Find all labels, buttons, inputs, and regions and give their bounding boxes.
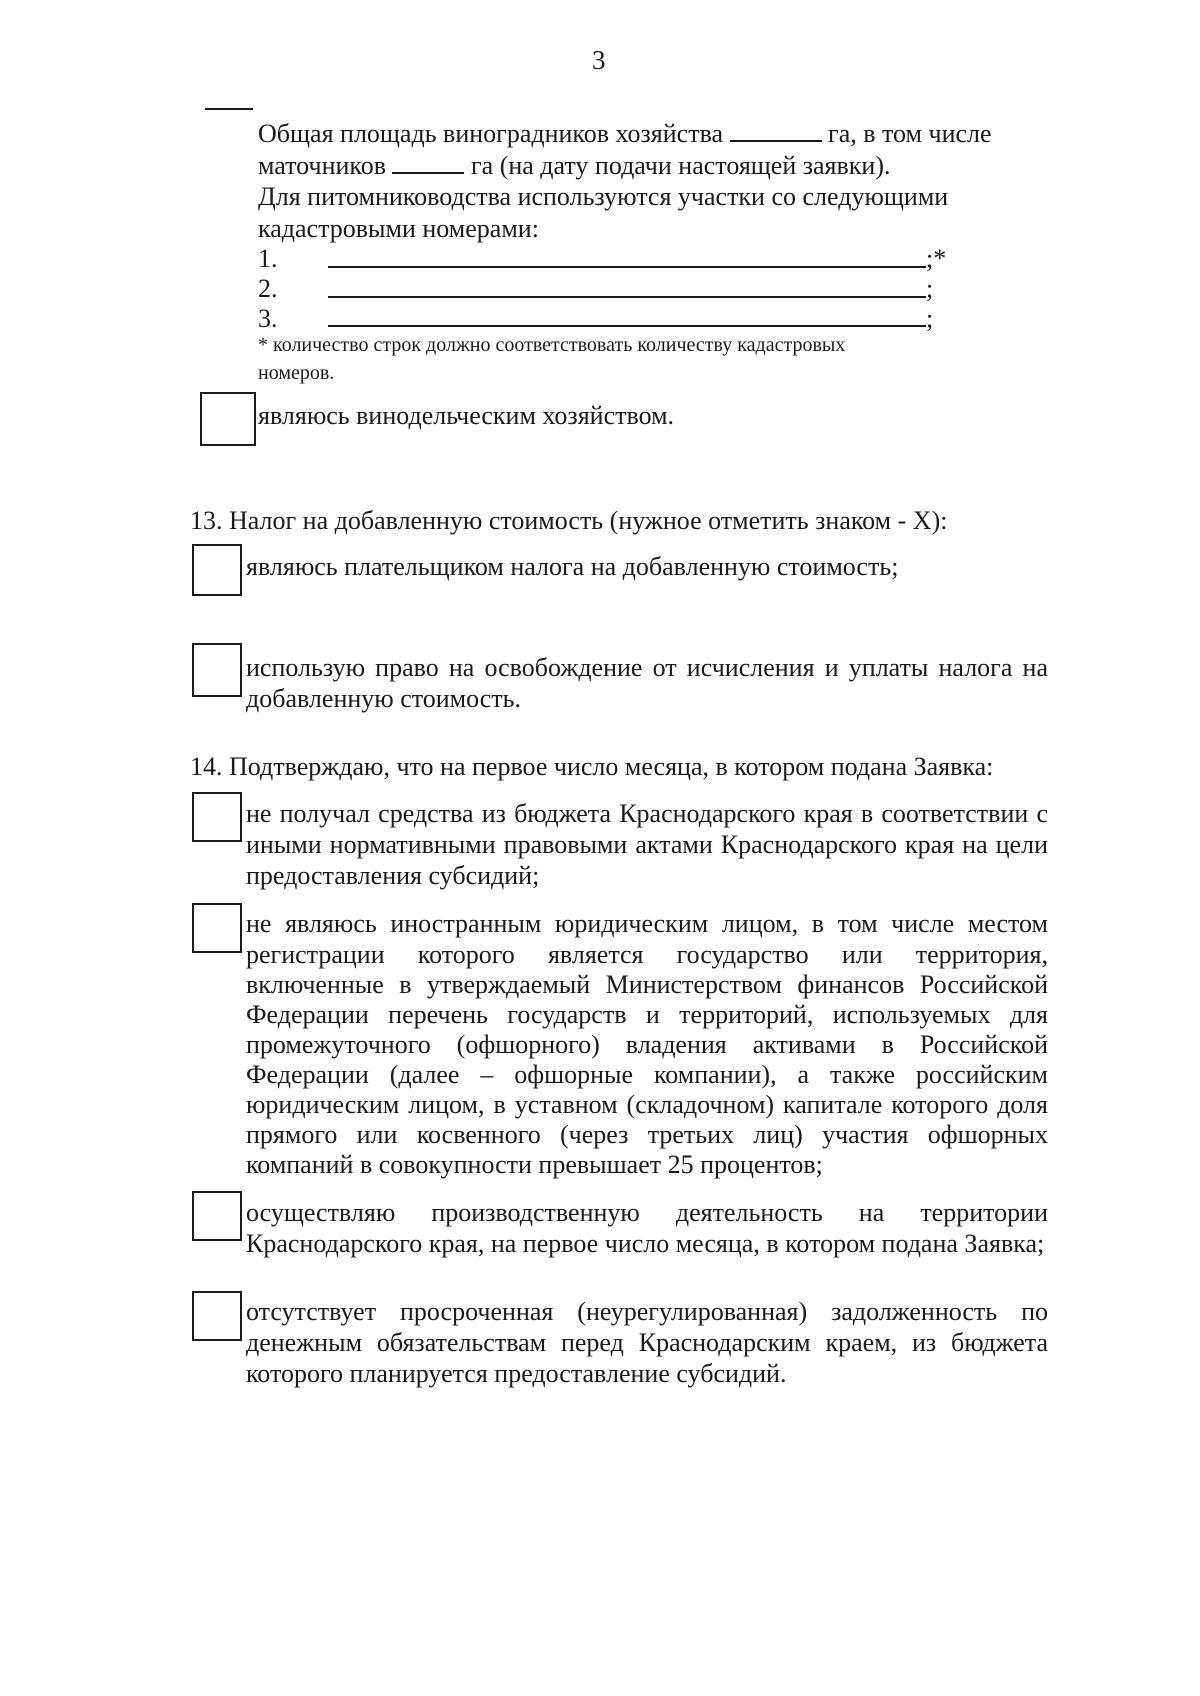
item-line: включенные в утверждаемый Министерством финансов Российской: [246, 970, 1048, 999]
no-budget-funds-checkbox[interactable]: [192, 792, 242, 842]
item-line: предоставления субсидий;: [246, 861, 540, 890]
item-line: иными нормативными правовыми актами Краснодарского края на цели: [246, 830, 1048, 859]
cadastral-row-number: 3.: [258, 304, 278, 333]
operates-in-krasnodar-checkbox[interactable]: [192, 1191, 242, 1241]
vineyard-mother-label: маточников: [258, 151, 386, 180]
header-dash: [205, 108, 253, 110]
item-line: отсутствует просроченная (неурегулированная) задолженность по: [246, 1297, 1048, 1326]
section-13-heading: 13. Налог на добавленную стоимость (нужное отметить знаком - Х):: [190, 506, 948, 535]
vineyard-mother-unit: га (на дату подачи настоящей заявки).: [470, 151, 891, 180]
vat-exempt-line-1: использую право на освобождение от исчисления и уплаты налога на: [246, 653, 1048, 682]
not-foreign-entity-checkbox[interactable]: [192, 903, 242, 953]
vineyard-area-line: [258, 118, 992, 151]
cadastral-row-number: 2.: [258, 274, 278, 303]
item-line: денежным обязательствам перед Краснодарским краем, из бюджета: [246, 1328, 1048, 1357]
winery-checkbox[interactable]: [200, 392, 256, 446]
section-14-heading: 14. Подтверждаю, что на первое число месяца, в котором подана Заявка:: [190, 752, 994, 781]
cadastral-row-number: 1.: [258, 244, 278, 273]
vat-exempt-line-2: добавленную стоимость.: [246, 684, 522, 713]
vineyard-area-label: Общая площадь виноградников хозяйства: [258, 119, 724, 148]
item-line: не получал средства из бюджета Краснодарского края в соответствии с: [246, 799, 1048, 828]
item-line: юридическим лицом, в уставном (складочном) капитале которого доля: [246, 1090, 1048, 1119]
cadastral-row-input[interactable]: [328, 325, 926, 327]
vineyard-plots-line-2: кадастровыми номерами:: [258, 214, 539, 243]
cadastral-row-input[interactable]: [328, 296, 926, 298]
page-number: 3: [592, 45, 606, 75]
vineyard-plots-line-1: Для питомниководства используются участки со следующими: [258, 182, 949, 211]
cadastral-row-input[interactable]: [328, 266, 926, 268]
vineyard-mother-blank[interactable]: [392, 152, 464, 174]
vineyard-mother-line: [258, 150, 891, 183]
item-line: осуществляю производственную деятельность на территории: [246, 1198, 1048, 1227]
item-line: Федерации перечень государств и территорий, используемых для: [246, 1000, 1048, 1029]
footnote-line-1: * количество строк должно соответствовать количеству кадастровых: [258, 334, 846, 356]
footnote-line-2: номеров.: [258, 362, 335, 384]
item-line: промежуточного (офшорного) владения активами в Российской: [246, 1030, 1048, 1059]
vat-payer-checkbox[interactable]: [192, 544, 242, 596]
item-line: Федерации (далее – офшорные компании), а также российским: [246, 1060, 1048, 1089]
no-overdue-debt-checkbox[interactable]: [192, 1291, 242, 1341]
vineyard-area-blank[interactable]: [730, 120, 822, 142]
winery-option-label: являюсь винодельческим хозяйством.: [258, 401, 675, 430]
item-line: регистрации которого является государство или территория,: [246, 940, 1048, 969]
cadastral-row-end: ;: [926, 274, 934, 303]
cadastral-row-end: ;: [926, 304, 934, 333]
vineyard-area-unit: га, в том числе: [828, 119, 992, 148]
vat-exempt-checkbox[interactable]: [192, 643, 242, 697]
item-line: Краснодарского края, на первое число месяца, в котором подана Заявка;: [246, 1229, 1045, 1258]
item-line: которого планируется предоставление субсидий.: [246, 1359, 787, 1388]
vat-payer-label: являюсь плательщиком налога на добавленную стоимость;: [246, 552, 899, 581]
item-line: не являюсь иностранным юридическим лицом, в том числе местом: [246, 909, 1048, 938]
item-line: компаний в совокупности превышает 25 процентов;: [246, 1150, 823, 1179]
item-line: прямого или косвенного (через третьих лиц) участия офшорных: [246, 1120, 1048, 1149]
cadastral-row-end: ;*: [926, 244, 947, 273]
